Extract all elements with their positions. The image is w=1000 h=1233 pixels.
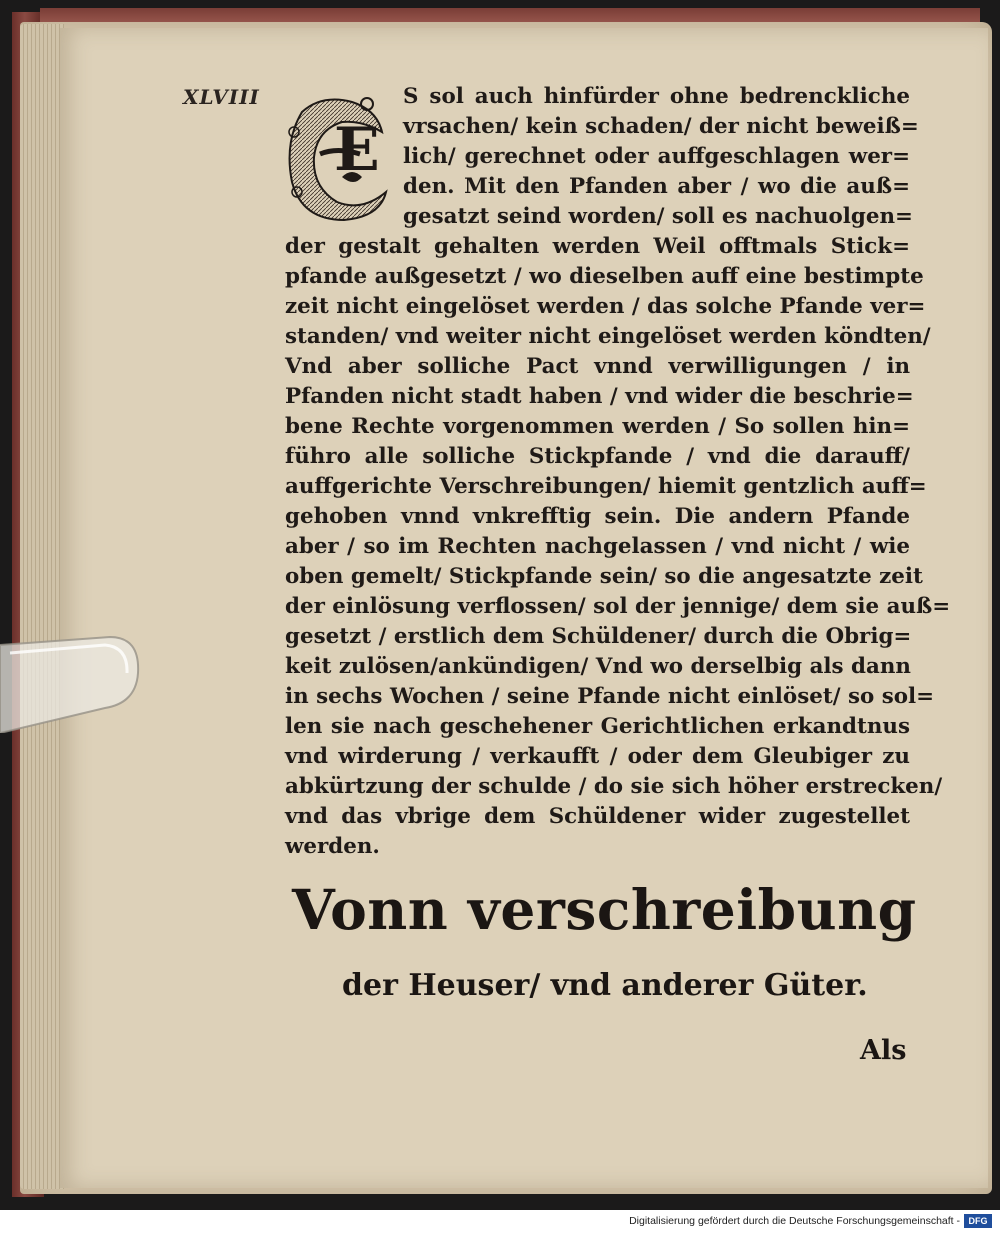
page-stack-edges [20, 24, 64, 1189]
plastic-page-clip-icon [0, 633, 150, 733]
section-subheading: der Heuser/ vnd anderer Güter. [342, 968, 868, 1003]
text-line: abkürtzung der schulde / do sie sich höher erstrecken/ [285, 774, 943, 799]
text-line: in sechs Wochen / seine Pfande nicht einlöset/ so sol= [285, 684, 935, 709]
text-line: der einlösung verflossen/ sol der jennige/ dem sie auß= [285, 594, 951, 619]
text-line: len sie nach geschehener Gerichtlichen erkandtnus [285, 714, 910, 739]
text-line: den. Mit den Pfanden aber / wo die auß= [403, 174, 910, 199]
text-line: pfande außgesetzt / wo dieselben auff eine bestimpte [285, 264, 924, 289]
folio-number: XLVIII [183, 85, 260, 109]
text-line: vnd das vbrige dem Schüldener wider zugestellet [285, 804, 910, 829]
text-line: Vnd aber solliche Pact vnnd verwilligungen / in [285, 354, 910, 379]
text-line: vnd wirderung / verkaufft / oder dem Gleubiger zu [285, 744, 910, 769]
text-line: zeit nicht eingelöset werden / das solche Pfande ver= [285, 294, 926, 319]
text-line: vrsachen/ kein schaden/ der nicht beweiß= [403, 114, 919, 139]
text-line: keit zulösen/ankündigen/ Vnd wo derselbig als dann [285, 654, 911, 679]
text-line: der gestalt gehalten werden Weil offtmals Stick= [285, 234, 910, 259]
body-text [285, 82, 951, 862]
text-line: auffgerichte Verschreibungen/ hiemit gentzlich auff= [285, 474, 927, 499]
text-line: bene Rechte vorgenommen werden / So sollen hin= [285, 414, 910, 439]
text-line: gesatzt seind worden/ soll es nachuolgen= [403, 204, 913, 229]
initial-letter: E [334, 115, 380, 185]
dfg-logo-icon: DFG [964, 1214, 992, 1228]
text-line: standen/ vnd weiter nicht eingelöset werden köndten/ [285, 324, 931, 349]
text-line: S sol auch hinfürder ohne bedrenckliche [403, 84, 910, 109]
footer-bar [0, 1210, 1000, 1233]
text-line: werden. [285, 834, 380, 859]
section-heading: Vonn verschreibung [292, 877, 917, 942]
text-line: führo alle solliche Stickpfande / vnd die darauff/ [285, 444, 910, 469]
text-line: oben gemelt/ Stickpfande sein/ so die angesatzte zeit [285, 564, 923, 589]
text-line: lich/ gerechnet oder auffgeschlagen wer= [403, 144, 910, 169]
text-line: gehoben vnnd vnkrefftig sein. Die andern Pfande [285, 504, 910, 529]
catchword: Als [860, 1035, 907, 1066]
text-line: Pfanden nicht stadt haben / vnd wider die beschrie= [285, 384, 914, 409]
funding-credit: Digitalisierung gefördert durch die Deutsche Forschungsgemeinschaft - [629, 1215, 960, 1227]
text-line: aber / so im Rechten nachgelassen / vnd nicht / wie [285, 534, 910, 559]
text-line: gesetzt / erstlich dem Schüldener/ durch die Obrig= [285, 624, 912, 649]
